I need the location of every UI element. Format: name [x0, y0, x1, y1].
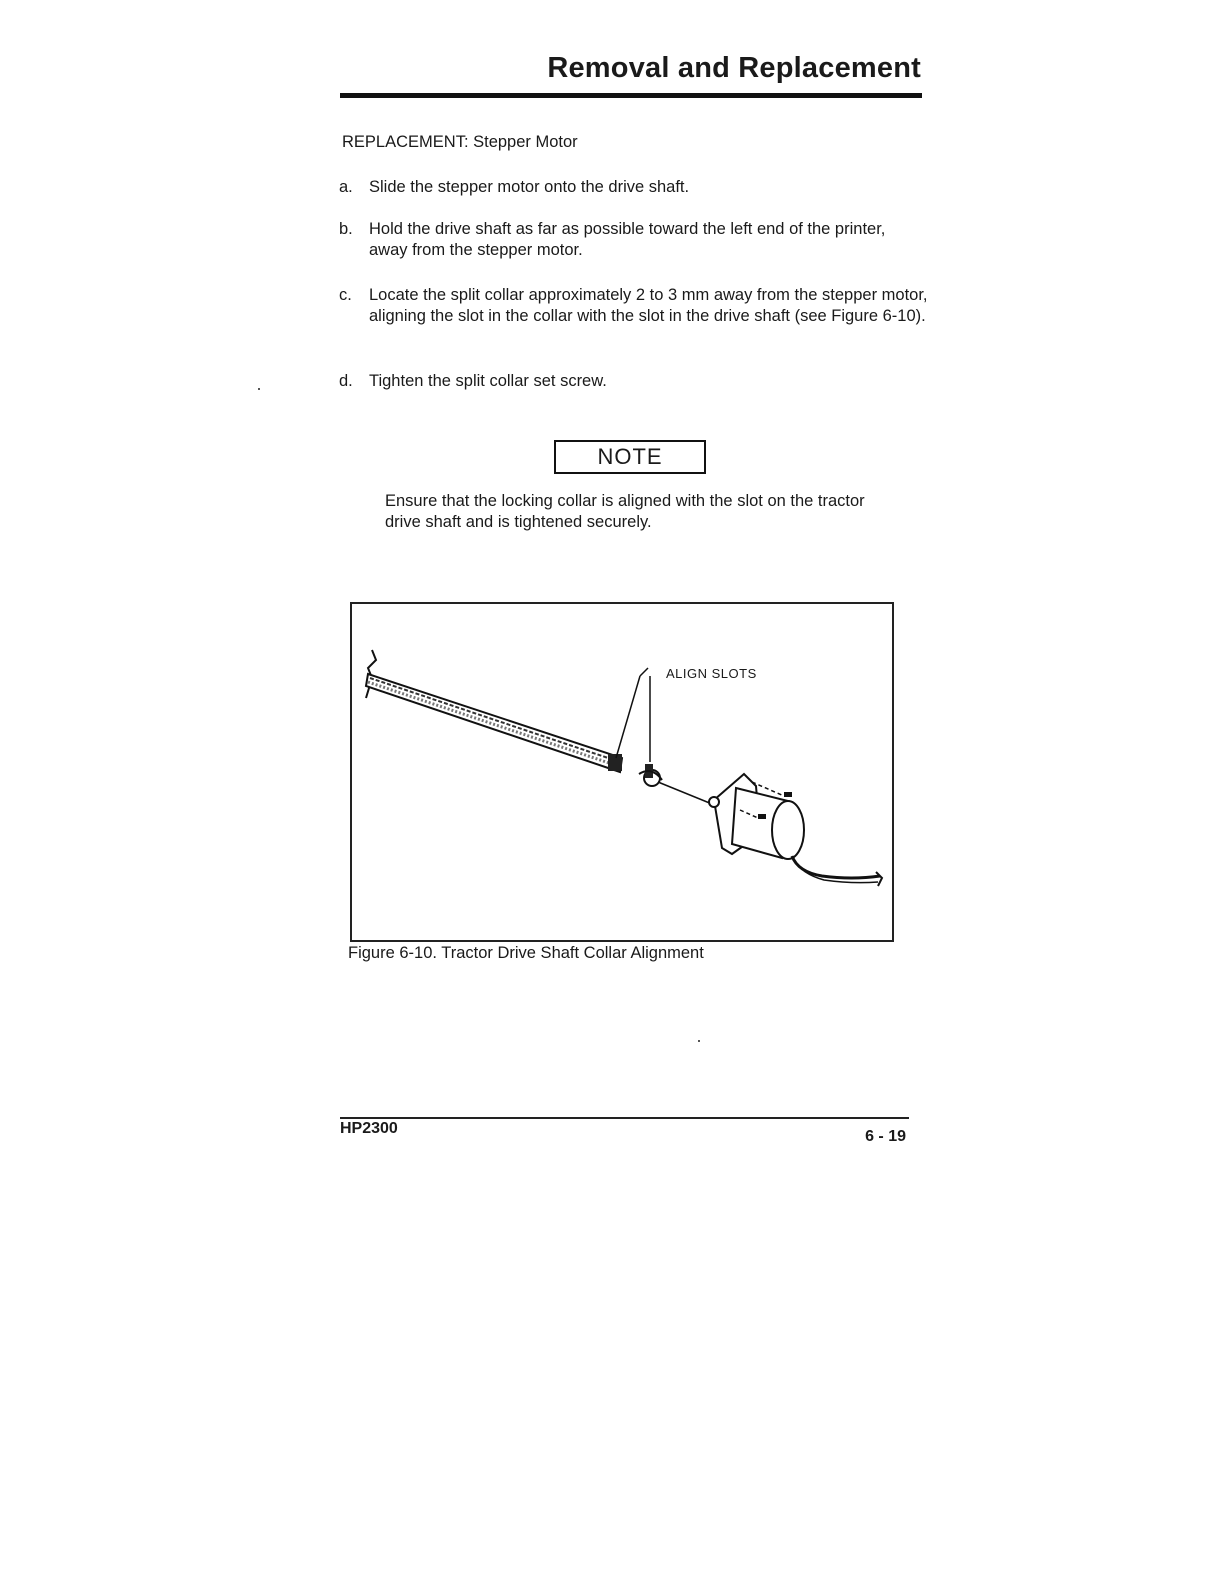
- step-b: [339, 219, 899, 261]
- section-heading: REPLACEMENT: Stepper Motor: [342, 133, 578, 151]
- header-rule: [340, 93, 922, 98]
- page-header-title: Removal and Replacement: [547, 52, 921, 84]
- step-d: [339, 371, 939, 392]
- scan-speck: [258, 388, 260, 390]
- shaft-end: [608, 754, 622, 771]
- step-text: Tighten the split collar set screw.: [369, 372, 607, 390]
- footer-model: HP2300: [340, 1120, 398, 1137]
- stepper-motor-endcap: [772, 801, 804, 859]
- callout-leader-top: [640, 668, 648, 676]
- figure-frame: [350, 602, 894, 942]
- step-letter: d.: [339, 372, 353, 390]
- step-text: Locate the split collar approximately 2 to 3 mm away from the stepper motor, aligning the slot in the collar with the slot in the drive shaft (see Figure 6-10).: [369, 286, 928, 325]
- note-label-box: NOTE: [554, 440, 706, 474]
- align-slots-callout: ALIGN SLOTS: [666, 666, 757, 681]
- footer-rule: [340, 1117, 909, 1119]
- step-letter: b.: [339, 220, 353, 238]
- motor-shaft-line: [658, 782, 712, 804]
- callout-leader-left: [616, 676, 640, 758]
- step-letter: c.: [339, 286, 352, 304]
- scan-speck: [698, 1040, 700, 1042]
- step-letter: a.: [339, 178, 353, 196]
- cable-connector: [876, 872, 882, 886]
- note-body: Ensure that the locking collar is aligned with the slot on the tractor drive shaft and is tightened securely.: [385, 492, 865, 531]
- drive-shaft-illustration: [352, 604, 892, 940]
- motor-shaft-hub: [709, 797, 719, 807]
- footer-page-number: 6 - 19: [865, 1128, 906, 1145]
- step-text: Hold the drive shaft as far as possible toward the left end of the printer, away from the stepper motor.: [369, 220, 886, 259]
- motor-cable: [792, 856, 880, 878]
- figure-caption: Figure 6-10. Tractor Drive Shaft Collar Alignment: [348, 944, 704, 962]
- step-c: [339, 285, 929, 327]
- step-a: [339, 177, 939, 198]
- step-text: Slide the stepper motor onto the drive shaft.: [369, 178, 690, 196]
